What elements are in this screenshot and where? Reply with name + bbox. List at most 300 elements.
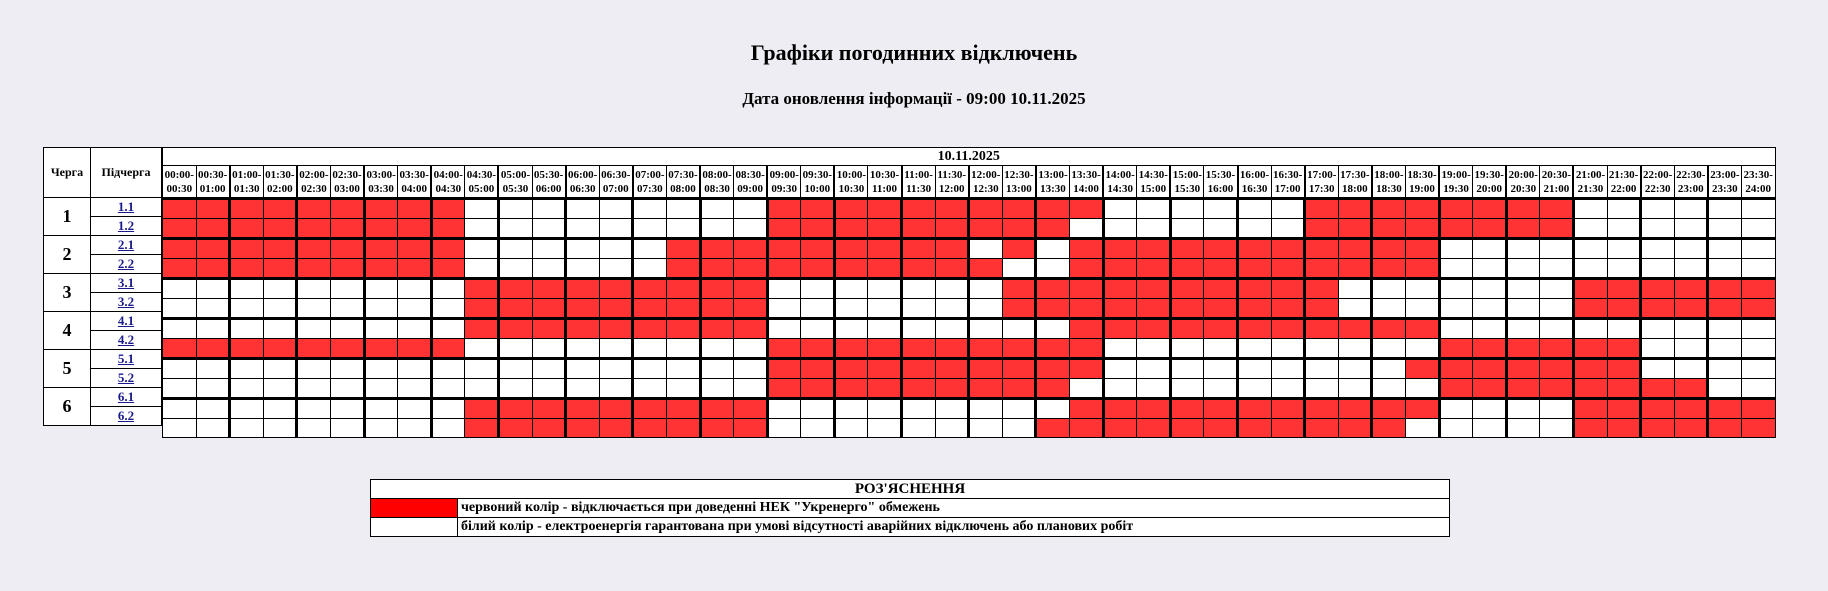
slot-cell (1170, 199, 1204, 219)
slot-cell (263, 319, 297, 339)
slot-cell (1036, 339, 1070, 359)
slot-cell (935, 379, 969, 399)
slot-cell (1439, 419, 1473, 438)
slot-cell (902, 359, 936, 379)
slot-cell (633, 419, 667, 438)
slot-cell (532, 359, 566, 379)
slot-cell (398, 299, 432, 319)
slot-cell (1271, 259, 1305, 279)
queue-header: Черга (44, 148, 91, 198)
slot-cell (163, 359, 197, 379)
slot-cell (1473, 359, 1507, 379)
slot-cell (1204, 259, 1238, 279)
slot-cell (734, 279, 768, 299)
slot-cell (834, 339, 868, 359)
slot-cell (1573, 339, 1607, 359)
slot-cell (330, 279, 364, 299)
slot-cell (1305, 359, 1339, 379)
slot-cell (465, 199, 499, 219)
slot-cell (666, 399, 700, 419)
slot-cell (1473, 239, 1507, 259)
time-slot-header: 03:00- 03:30 (364, 166, 398, 199)
slot-cell (1002, 359, 1036, 379)
legend-red-swatch (371, 499, 458, 518)
subqueue-link[interactable]: 1.1 (117, 199, 135, 214)
slot-cell (633, 219, 667, 239)
slot-cell (230, 219, 264, 239)
slot-cell (666, 219, 700, 239)
slot-cell (1204, 359, 1238, 379)
slot-cell (1439, 379, 1473, 399)
slot-cell (1607, 399, 1641, 419)
slot-cell (1238, 359, 1272, 379)
slot-cell (1741, 279, 1775, 299)
subqueue-cell (91, 255, 162, 274)
subqueue-link[interactable]: 6.2 (117, 408, 135, 423)
slot-cell (868, 419, 902, 438)
time-slot-header: 05:30- 06:00 (532, 166, 566, 199)
slot-cell (1137, 399, 1171, 419)
slot-cell (1372, 219, 1406, 239)
slot-cell (1674, 199, 1708, 219)
slot-cell (532, 239, 566, 259)
time-slot-header: 18:30- 19:00 (1405, 166, 1439, 199)
slot-cell (1708, 259, 1742, 279)
slot-cell (532, 219, 566, 239)
slot-cell (465, 379, 499, 399)
subqueue-link[interactable]: 5.2 (117, 370, 135, 385)
slot-cell (1271, 239, 1305, 259)
slot-cell (1540, 199, 1574, 219)
slot-cell (1473, 219, 1507, 239)
slot-cell (1506, 219, 1540, 239)
slot-cell (566, 219, 600, 239)
slot-cell (1540, 299, 1574, 319)
slot-cell (364, 199, 398, 219)
slot-cell (1405, 219, 1439, 239)
slot-cell (1238, 339, 1272, 359)
slot-cell (398, 279, 432, 299)
slot-cell (1607, 319, 1641, 339)
slot-cell (398, 219, 432, 239)
slot-cell (1070, 399, 1104, 419)
slot-cell (1170, 399, 1204, 419)
slot-cell (834, 379, 868, 399)
queue-label: 6 (44, 388, 91, 426)
slot-cell (801, 239, 835, 259)
slot-cell (1338, 319, 1372, 339)
slot-cell (1473, 299, 1507, 319)
slot-cell (1741, 239, 1775, 259)
slot-cell (767, 359, 801, 379)
slot-cell (1036, 239, 1070, 259)
slot-cell (801, 379, 835, 399)
slot-cell (1137, 319, 1171, 339)
slot-cell (1238, 399, 1272, 419)
slot-cell (1674, 279, 1708, 299)
slot-cell (566, 259, 600, 279)
slot-cell (1338, 299, 1372, 319)
slot-cell (498, 419, 532, 438)
slot-cell (1238, 199, 1272, 219)
subqueue-link[interactable]: 3.1 (117, 275, 135, 290)
slot-cell (1506, 339, 1540, 359)
slot-cell (566, 419, 600, 438)
time-slot-header: 06:00- 06:30 (566, 166, 600, 199)
slot-cell (1271, 199, 1305, 219)
time-slot-header: 02:00- 02:30 (297, 166, 331, 199)
slot-cell (1674, 259, 1708, 279)
slot-cell (1170, 379, 1204, 399)
slot-cell (834, 319, 868, 339)
slot-cell (1405, 379, 1439, 399)
slot-cell (868, 299, 902, 319)
time-slot-header: 21:00- 21:30 (1573, 166, 1607, 199)
slot-cell (498, 319, 532, 339)
slot-cell (1573, 299, 1607, 319)
slot-cell (431, 319, 465, 339)
subqueue-link[interactable]: 6.1 (117, 389, 135, 404)
slot-cell (935, 299, 969, 319)
slot-cell (196, 219, 230, 239)
slot-cell (364, 239, 398, 259)
slot-cell (1439, 299, 1473, 319)
slot-cell (1540, 399, 1574, 419)
slot-cell (1238, 219, 1272, 239)
slot-cell (1641, 359, 1675, 379)
slot-cell (1439, 199, 1473, 219)
slot-cell (1238, 259, 1272, 279)
slot-cell (196, 319, 230, 339)
slot-cell (1002, 299, 1036, 319)
time-slot-header: 01:00- 01:30 (230, 166, 264, 199)
schedule-grid (162, 147, 1776, 438)
slot-cell (1708, 279, 1742, 299)
slot-cell (767, 319, 801, 339)
time-slot-header: 14:00- 14:30 (1103, 166, 1137, 199)
slot-cell (1439, 259, 1473, 279)
slot-cell (902, 239, 936, 259)
slot-cell (666, 419, 700, 438)
time-slot-header: 16:00- 16:30 (1238, 166, 1272, 199)
time-slot-header: 04:00- 04:30 (431, 166, 465, 199)
slot-cell (163, 339, 197, 359)
slot-cell (1573, 239, 1607, 259)
slot-cell (868, 239, 902, 259)
slot-cell (1305, 259, 1339, 279)
slot-cell (902, 399, 936, 419)
time-slot-header: 00:00- 00:30 (163, 166, 197, 199)
slot-cell (1708, 339, 1742, 359)
slot-cell (1204, 419, 1238, 438)
slot-cell (1641, 279, 1675, 299)
slot-cell (364, 419, 398, 438)
slot-cell (1708, 199, 1742, 219)
slot-cell (196, 299, 230, 319)
slot-cell (1002, 219, 1036, 239)
slot-cell (1540, 239, 1574, 259)
slot-cell (163, 199, 197, 219)
slot-cell (834, 219, 868, 239)
slot-cell (801, 299, 835, 319)
slot-cell (969, 379, 1003, 399)
subqueue-link[interactable]: 3.2 (117, 294, 135, 309)
slot-cell (1204, 219, 1238, 239)
slot-cell (767, 339, 801, 359)
slot-cell (1338, 239, 1372, 259)
slot-cell (1573, 399, 1607, 419)
slot-cell (1070, 299, 1104, 319)
slot-cell (1641, 219, 1675, 239)
slot-cell (1506, 399, 1540, 419)
slot-cell (599, 379, 633, 399)
slot-cell (1708, 399, 1742, 419)
slot-cell (1238, 239, 1272, 259)
slot-cell (1641, 319, 1675, 339)
slot-cell (1506, 279, 1540, 299)
slot-cell (297, 219, 331, 239)
slot-cell (297, 239, 331, 259)
slot-cell (230, 259, 264, 279)
time-slot-header: 08:30- 09:00 (734, 166, 768, 199)
page-title: Графіки погодинних відключень (750, 40, 1078, 65)
subqueue-link[interactable]: 5.1 (117, 351, 135, 366)
slot-cell (163, 259, 197, 279)
slot-cell (330, 379, 364, 399)
slot-cell (364, 399, 398, 419)
slot-cell (599, 419, 633, 438)
subqueue-link[interactable]: 4.2 (117, 332, 135, 347)
time-slot-header: 20:30- 21:00 (1540, 166, 1574, 199)
schedule-date: 10.11.2025 (163, 148, 1776, 166)
slot-cell (532, 319, 566, 339)
slot-cell (163, 319, 197, 339)
slot-cell (1708, 319, 1742, 339)
slot-cell (263, 219, 297, 239)
slot-cell (1473, 259, 1507, 279)
time-slot-header: 08:00- 08:30 (700, 166, 734, 199)
slot-cell (1036, 419, 1070, 438)
slot-cell (230, 339, 264, 359)
slot-cell (902, 259, 936, 279)
slot-cell (801, 199, 835, 219)
slot-cell (599, 319, 633, 339)
slot-cell (263, 359, 297, 379)
slot-cell (398, 259, 432, 279)
slot-cell (1372, 199, 1406, 219)
slot-cell (1372, 319, 1406, 339)
slot-cell (1305, 419, 1339, 438)
slot-cell (1708, 239, 1742, 259)
slot-cell (666, 259, 700, 279)
slot-cell (734, 239, 768, 259)
slot-cell (1641, 379, 1675, 399)
slot-cell (834, 279, 868, 299)
slot-cell (297, 419, 331, 438)
subqueue-cell (91, 369, 162, 388)
slot-cell (1641, 339, 1675, 359)
subqueue-link[interactable]: 4.1 (117, 313, 135, 328)
slot-cell (599, 259, 633, 279)
slot-cell (935, 259, 969, 279)
slot-cell (1271, 319, 1305, 339)
subqueue-link[interactable]: 2.1 (117, 237, 135, 252)
slot-cell (532, 339, 566, 359)
slot-cell (767, 199, 801, 219)
slot-cell (364, 259, 398, 279)
slot-cell (969, 319, 1003, 339)
subqueue-link[interactable]: 1.2 (117, 218, 135, 233)
slot-cell (196, 379, 230, 399)
time-slot-header: 09:30- 10:00 (801, 166, 835, 199)
update-date: Дата оновлення інформації - 09:00 10.11.2025 (742, 89, 1086, 108)
slot-cell (1641, 399, 1675, 419)
slot-cell (163, 299, 197, 319)
slot-cell (1137, 219, 1171, 239)
time-slot-header: 19:30- 20:00 (1473, 166, 1507, 199)
slot-cell (1170, 359, 1204, 379)
slot-cell (801, 319, 835, 339)
slot-cell (163, 279, 197, 299)
time-slot-header: 01:30- 02:00 (263, 166, 297, 199)
slot-cell (1002, 379, 1036, 399)
slot-cell (1741, 219, 1775, 239)
slot-cell (767, 279, 801, 299)
slot-cell (1036, 259, 1070, 279)
slot-cell (431, 279, 465, 299)
slot-cell (734, 339, 768, 359)
slot-cell (1002, 239, 1036, 259)
slot-cell (1103, 399, 1137, 419)
slot-cell (1473, 319, 1507, 339)
slot-cell (1607, 299, 1641, 319)
slot-cell (1305, 219, 1339, 239)
time-slot-header: 15:30- 16:00 (1204, 166, 1238, 199)
slot-cell (1372, 259, 1406, 279)
time-slot-header: 12:30- 13:00 (1002, 166, 1036, 199)
slot-cell (1103, 259, 1137, 279)
slot-cell (1204, 199, 1238, 219)
slot-cell (297, 279, 331, 299)
subqueue-cell (91, 236, 162, 255)
time-slot-header: 23:00- 23:30 (1708, 166, 1742, 199)
slot-cell (1002, 279, 1036, 299)
slot-cell (1170, 279, 1204, 299)
slot-cell (1540, 279, 1574, 299)
slot-cell (230, 359, 264, 379)
slot-cell (465, 399, 499, 419)
slot-cell (801, 259, 835, 279)
slot-cell (330, 219, 364, 239)
slot-cell (1036, 399, 1070, 419)
time-slot-header: 20:00- 20:30 (1506, 166, 1540, 199)
slot-cell (263, 339, 297, 359)
slot-cell (1204, 319, 1238, 339)
slot-cell (969, 339, 1003, 359)
slot-cell (633, 379, 667, 399)
slot-cell (1271, 299, 1305, 319)
slot-cell (498, 399, 532, 419)
slot-cell (599, 199, 633, 219)
slot-cell (1036, 299, 1070, 319)
slot-cell (1204, 279, 1238, 299)
slot-cell (1741, 199, 1775, 219)
slot-cell (734, 259, 768, 279)
slot-cell (868, 199, 902, 219)
slot-cell (767, 239, 801, 259)
slot-cell (1573, 359, 1607, 379)
slot-cell (1338, 279, 1372, 299)
slot-cell (431, 379, 465, 399)
slot-cell (1641, 199, 1675, 219)
slot-cell (834, 199, 868, 219)
slot-cell (801, 339, 835, 359)
slot-cell (1070, 339, 1104, 359)
slot-cell (566, 299, 600, 319)
slot-cell (263, 379, 297, 399)
slot-cell (1372, 339, 1406, 359)
slot-cell (1439, 319, 1473, 339)
slot-cell (1170, 299, 1204, 319)
slot-cell (1607, 219, 1641, 239)
slot-cell (364, 319, 398, 339)
slot-cell (935, 199, 969, 219)
slot-cell (1103, 199, 1137, 219)
subqueue-link[interactable]: 2.2 (117, 256, 135, 271)
slot-cell (230, 379, 264, 399)
slot-cell (1540, 259, 1574, 279)
slot-cell (834, 299, 868, 319)
slot-cell (1573, 199, 1607, 219)
slot-cell (868, 319, 902, 339)
time-slot-header: 13:30- 14:00 (1070, 166, 1104, 199)
subqueue-cell (91, 217, 162, 236)
slot-cell (1137, 339, 1171, 359)
slot-cell (398, 359, 432, 379)
slot-cell (599, 359, 633, 379)
slot-cell (1573, 419, 1607, 438)
slot-cell (1103, 319, 1137, 339)
slot-cell (566, 399, 600, 419)
slot-cell (398, 339, 432, 359)
slot-cell (566, 239, 600, 259)
slot-cell (834, 399, 868, 419)
slot-cell (1103, 239, 1137, 259)
slot-cell (700, 399, 734, 419)
slot-cell (902, 419, 936, 438)
slot-cell (767, 299, 801, 319)
slot-cell (1002, 259, 1036, 279)
slot-cell (1674, 379, 1708, 399)
slot-cell (801, 399, 835, 419)
slot-cell (801, 219, 835, 239)
slot-cell (767, 399, 801, 419)
slot-cell (1405, 339, 1439, 359)
slot-cell (1170, 239, 1204, 259)
queue-label: 5 (44, 350, 91, 388)
slot-cell (1137, 299, 1171, 319)
slot-cell (633, 359, 667, 379)
slot-cell (1506, 359, 1540, 379)
slot-cell (734, 199, 768, 219)
slot-cell (230, 319, 264, 339)
slot-cell (935, 359, 969, 379)
slot-cell (700, 339, 734, 359)
legend-white-text: білий колір - електроенергія гарантована при умові відсутності аварійних відключень або планових робіт (458, 518, 1450, 537)
slot-cell (532, 199, 566, 219)
slot-cell (1103, 219, 1137, 239)
slot-cell (700, 239, 734, 259)
